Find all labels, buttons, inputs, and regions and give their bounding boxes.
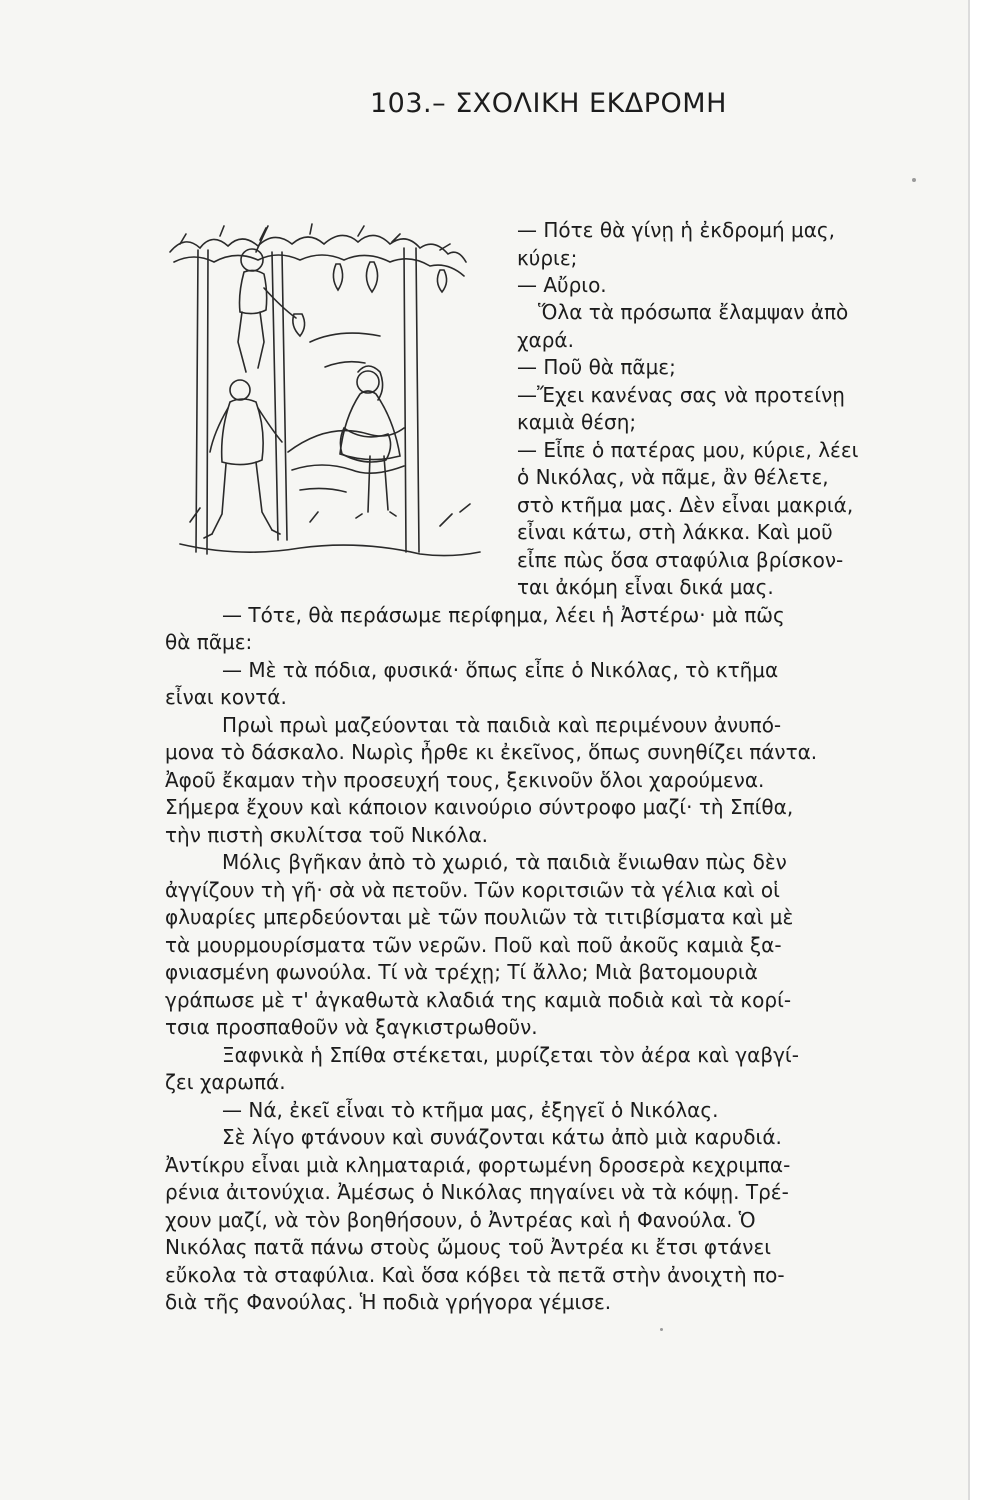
ground: [180, 544, 480, 556]
text-line: θὰ πᾶμε:: [165, 630, 253, 654]
text-line: — Πότε θὰ γίνῃ ἡ ἐκδρομή μας,: [517, 218, 835, 242]
text-line: — Νά, ἐκεῖ εἶναι τὸ κτῆμα μας, ἐξηγεῖ ὁ Νικόλας.: [222, 1098, 719, 1122]
andreas-head: [230, 380, 250, 400]
text-line: —Ἔχει κανένας σας νὰ προτείνῃ: [517, 383, 845, 407]
text-line: εἶπε πὼς ὅσα σταφύλια βρίσκον-: [517, 548, 844, 572]
text-line: εὔκολα τὰ σταφύλια. Καὶ ὅσα κόβει τὰ πετᾶ στὴν ἀνοιχτὴ πο-: [165, 1263, 785, 1287]
text-line: γράπωσε μὲ τ' ἀγκαθωτὰ κλαδιά της καμιὰ ποδιὰ καὶ τὰ κορί-: [165, 988, 792, 1012]
text-line: φνιασμένη φωνούλα. Τί νὰ τρέχῃ; Τί ἄλλο; Μιὰ βατομουριὰ: [165, 960, 758, 984]
text-line: ρένια ἀιτονύχια. Ἀμέσως ὁ Νικόλας πηγαίνει νὰ τὰ κόψῃ. Τρέ-: [165, 1180, 789, 1204]
vine-canopy: [170, 235, 466, 262]
text-line: — Ποῦ θὰ πᾶμε;: [517, 355, 676, 379]
text-line: Ὅλα τὰ πρόσωπα ἔλαμψαν ἀπὸ: [538, 300, 849, 324]
grape-bunch: [333, 264, 342, 290]
text-line: ἀγγίζουν τὴ γῆ· σὰ νὰ πετοῦν. Τῶν κοριτσιῶν τὰ γέλια καὶ οἱ: [165, 878, 780, 902]
text-line: Νικόλας πατᾶ πάνω στοὺς ὤμους τοῦ Ἀντρέα κι ἔτσι φτάνει: [165, 1235, 772, 1259]
text-line: εἶναι κάτω, στὴ λάκκα. Καὶ μοῦ: [517, 520, 833, 544]
arbor-post-right: [404, 248, 419, 552]
text-line: Πρωὶ πρωὶ μαζεύονται τὰ παιδιὰ καὶ περιμένουν ἀνυπό-: [222, 713, 782, 737]
text-line: στὸ κτῆμα μας. Δὲν εἶναι μακριά,: [517, 493, 854, 517]
text-line: μονα τὸ δάσκαλο. Νωρὶς ἦρθε κι ἐκεῖνος, ὅπως συνηθίζει πάντα.: [165, 740, 818, 764]
text-line: — Αὔριο.: [517, 273, 607, 297]
text-line: φλυαρίες μπερδεύονται μὲ τῶν πουλιῶν τὰ τιτιβίσματα καὶ μὲ: [165, 905, 794, 929]
text-line: τὰ μουρμουρίσματα τῶν νερῶν. Ποῦ καὶ ποῦ ἀκοῦς καμιὰ ξα-: [165, 933, 782, 957]
grape-bunch: [366, 262, 377, 292]
text-line: Ἀφοῦ ἔκαμαν τὴν προσευχή τους, ξεκινοῦν ὅλοι χαρούμενα.: [165, 768, 765, 792]
text-line: εἶναι κοντά.: [165, 685, 287, 709]
fanoula-head: [357, 371, 379, 393]
text-line: ζει χαρωπά.: [165, 1070, 286, 1094]
text-line: ὁ Νικόλας, νὰ πᾶμε, ἂν θέλετε,: [517, 465, 829, 489]
arbor-post-middle: [272, 252, 287, 540]
page-title: 103.– ΣΧΟΛΙΚΗ ΕΚΔΡΟΜΗ: [370, 88, 727, 119]
text-line: ται ἀκόμη εἶναι δικά μας.: [517, 575, 774, 599]
distant-hills: [288, 428, 404, 452]
text-line: Ἀντίκρυ εἶναι μιὰ κληματαριά, φορτωμένη δροσερὰ κεχριμπα-: [165, 1153, 791, 1177]
text-line: κύριε;: [517, 246, 578, 270]
text-line: Ξαφνικὰ ἡ Σπίθα στέκεται, μυρίζεται τὸν ἀέρα καὶ γαβγί-: [222, 1043, 799, 1067]
text-line: διὰ τῆς Φανούλας. Ἡ ποδιὰ γρήγορα γέμισε.: [165, 1290, 612, 1314]
grape-bunch: [437, 270, 446, 292]
page-edge: [968, 0, 1000, 1500]
arbor-post-left: [196, 250, 208, 554]
paper-speck: [912, 178, 916, 182]
text-line: — Εἶπε ὁ πατέρας μου, κύριε, λέει: [517, 438, 859, 462]
text-line: Σήμερα ἔχουν καὶ κάποιον καινούριο σύντροφο μαζί· τὴ Σπίθα,: [165, 795, 794, 819]
grape-harvest-illustration: [160, 222, 500, 567]
text-line: — Μὲ τὰ πόδια, φυσικά· ὅπως εἶπε ὁ Νικόλας, τὸ κτῆμα: [222, 658, 779, 682]
text-line: — Τότε, θὰ περάσωμε περίφημα, λέει ἡ Ἀστέρω· μὰ πῶς: [222, 603, 785, 627]
text-line: τσια προσπαθοῦν νὰ ξαγκιστρωθοῦν.: [165, 1015, 538, 1039]
paper-speck: [660, 1328, 663, 1331]
text-line: καμιὰ θέση;: [517, 410, 637, 434]
text-line: Μόλις βγῆκαν ἀπὸ τὸ χωριό, τὰ παιδιὰ ἔνιωθαν πὼς δὲν: [222, 850, 787, 874]
text-line: Σὲ λίγο φτάνουν καὶ συνάζονται κάτω ἀπὸ μιὰ καρυδιά.: [222, 1125, 782, 1149]
text-line: χαρά.: [517, 328, 574, 352]
text-line: χουν μαζί, νὰ τὸν βοηθήσουν, ὁ Ἀντρέας καὶ ἡ Φανούλα. Ὁ: [165, 1208, 756, 1232]
text-line: τὴν πιστὴ σκυλίτσα τοῦ Νικόλα.: [165, 823, 489, 847]
